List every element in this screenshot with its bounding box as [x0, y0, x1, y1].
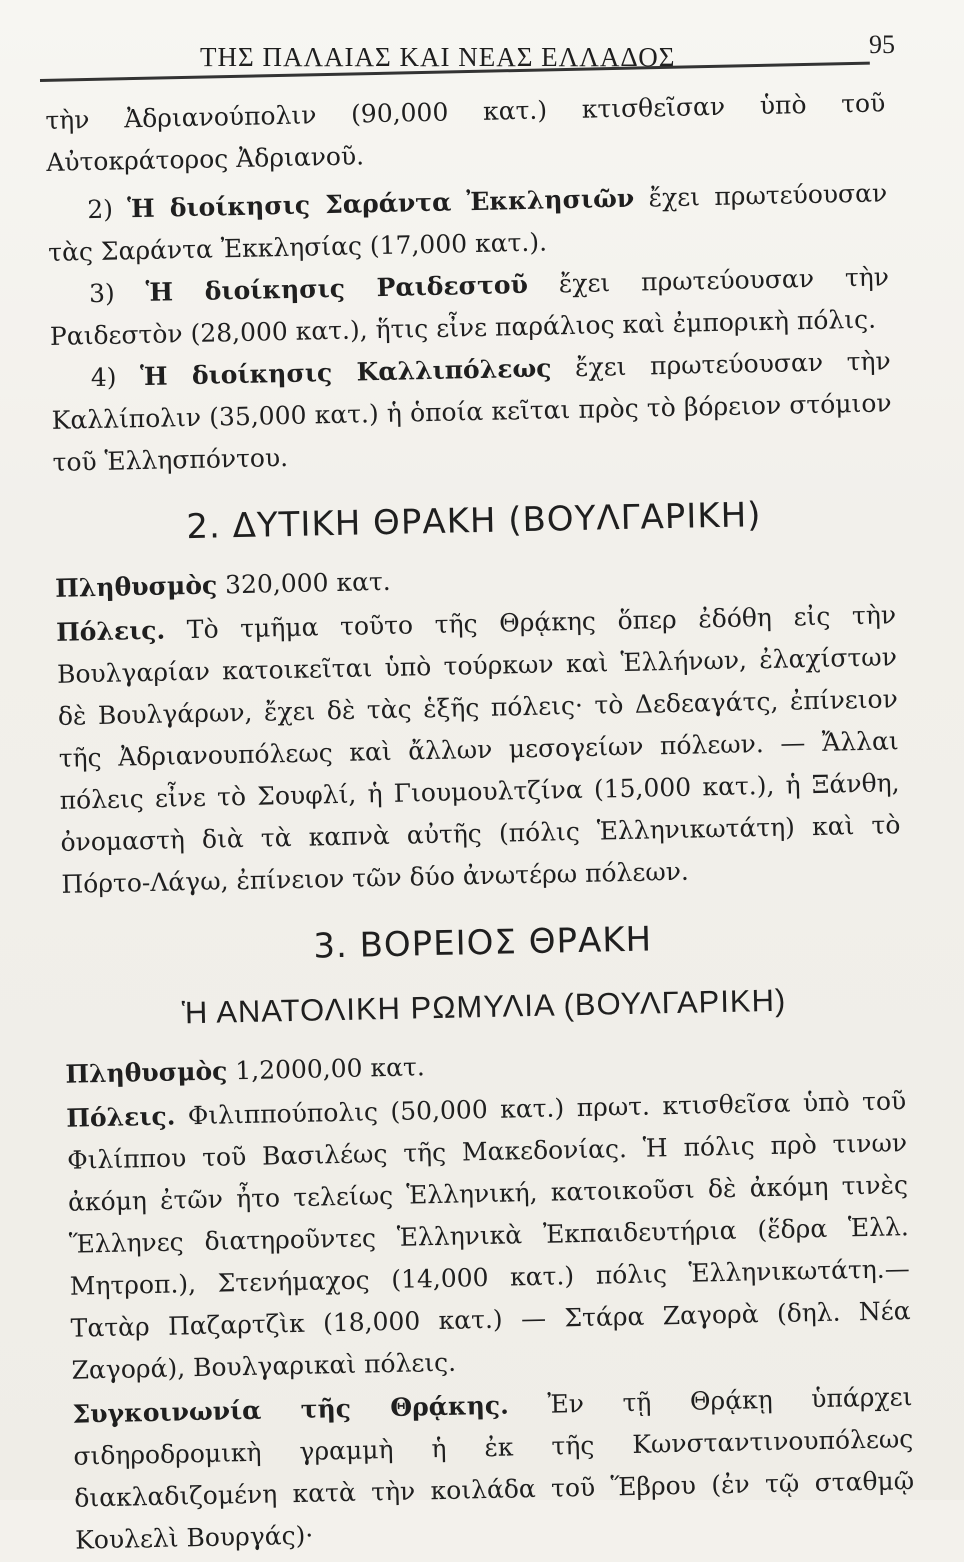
page-number: 95 [869, 30, 895, 59]
intro-paragraph: τὴν Ἀδριανούπολιν (90,000 κατ.) κτισθεῖσαν ὑπὸ τοῦ Αὐτοκράτορος Ἀδριανοῦ. [45, 88, 886, 177]
administration-2-label: Ἡ διοίκησις Σαράντα Ἐκκλησιῶν [127, 183, 635, 224]
section-2-cities-text: Τὸ τμῆμα τοῦτο τῆς Θρᾴκης ὅπερ ἐδόθη εἰς τὴν Βουλγαρίαν κατοικεῖται ὑπὸ τούρκων καὶ Ἑλλήνων, ἐλαχίστων δὲ Βουλγάρων, ἔχει δὲ τὰς ἑξῆς πόλεις· τὸ Δεδεαγάτς, ἐπίνειον τῆς Ἀδριανουπόλεως καὶ ἄλλων μεσογείων πόλεων. — Ἄλλαι πόλεις εἶνε τὸ Σουφλί, ἡ Γιουμουλτζίνα (15,000 κατ.), ἡ Ξάνθη, ὀνομαστὴ διὰ τὰ καπνὰ αὐτῆς (πόλις Ἑλληνικωτάτη) καὶ τὸ Πόρτο-Λάγω, ἐπίνειον τῶν δύο ἀνωτέρω πόλεων. [56, 600, 901, 899]
page-content [45, 82, 915, 1555]
section-3-population-label: Πληθυσμὸς [65, 1056, 228, 1089]
section-3-title: 3. ΒΟΡΕΙΟΣ ΘΡΑΚΗ [312, 919, 653, 967]
section-3-communications [72, 1376, 915, 1562]
administration-3-text: ἔχει πρωτεύουσαν τὴν Ραιδεστὸν (28,000 κατ.), ἥτις εἶνε παράλιος καὶ ἐμπορικὴ πόλις. [49, 262, 890, 351]
section-2-population-value: 320,000 κατ. [224, 566, 392, 600]
section-2-cities [56, 594, 902, 906]
section-3-cities [66, 1080, 912, 1392]
section-2-title: 2. ΔΥΤΙΚΗ ΘΡΑΚΗ (ΒΟΥΛΓΑΡΙΚΗ) [185, 495, 762, 548]
administration-4-number: 4) [90, 362, 117, 393]
administration-3-number: 3) [88, 278, 116, 309]
administration-4-label: Ἡ διοίκησις Καλλιπόλεως [139, 353, 552, 392]
section-3-population-value: 1,2000,00 κατ. [234, 1052, 426, 1086]
section-3-communications-label: Συγκοινωνία τῆς Θρᾴκης. [72, 1390, 510, 1429]
section-2-cities-label: Πόλεις. [55, 615, 166, 647]
administration-4-text: ἔχει πρωτεύουσαν τὴν Καλλίπολιν (35,000 κατ.) ἡ ὁποία κεῖται πρὸς τὸ βόρειον στόμιον τοῦ Ἑλλησπόντου. [51, 346, 892, 477]
administration-2-number: 2) [87, 194, 114, 225]
administration-3-label: Ἡ διοίκησις Ραιδεστοῦ [145, 269, 529, 307]
section-3-cities-label: Πόλεις. [66, 1101, 176, 1133]
running-head: ΤΗΣ ΠΑΛΑΙΑΣ ΚΑΙ ΝΕΑΣ ΕΛΛΑΔΟΣ [200, 42, 676, 72]
section-2-population-label: Πληθυσμὸς [54, 570, 218, 603]
section-3-communications-text: Ἐν τῇ Θρᾴκῃ ὑπάρχει σιδηροδρομικὴ γραμμὴ ἡ ἐκ τῆς Κωνσταντινουπόλεως διακλαδιζομένη κατὰ τὴν κοιλάδα τοῦ Ἕβρου (ἐν τῷ σταθμῷ Κουλελὶ Βουργάς)· [73, 1382, 915, 1555]
section-3-cities-text: Φιλιππούπολις (50,000 κατ.) πρωτ. κτισθεῖσα ὑπὸ τοῦ Φιλίππου τοῦ Βασιλέως τῆς Μακεδονίας. Ἡ πόλις πρὸ τινων ἀκόμη ἐτῶν ἦτο τελείως Ἑλληνική, κατοικοῦσι δὲ ἀκόμη τινὲς Ἕλληνες διατηροῦντες Ἑλληνικὰ Ἐκπαιδευτήρια (ἕδρα Ἑλλ. Μητροπ.), Στενήμαχος (14,000 κατ.) πόλις Ἑλληνικωτάτη.— Τατὰρ Παζαρτζὶκ (18,000 κατ.) — Στάρα Ζαγορὰ (δηλ. Νέα Ζαγορά), Βουλγαρικαὶ πόλεις. [66, 1086, 911, 1385]
administration-2-text: ἔχει πρωτεύουσαν τὰς Σαράντα Ἐκκλησίας (17,000 κατ.). [47, 178, 888, 267]
section-3-subtitle: Ἡ ΑΝΑΤΟΛΙΚΗ ΡΩΜΥΛΙΑ (ΒΟΥΛΓΑΡΙΚΗ) [181, 982, 787, 1031]
administration-4-paragraph [50, 340, 892, 484]
